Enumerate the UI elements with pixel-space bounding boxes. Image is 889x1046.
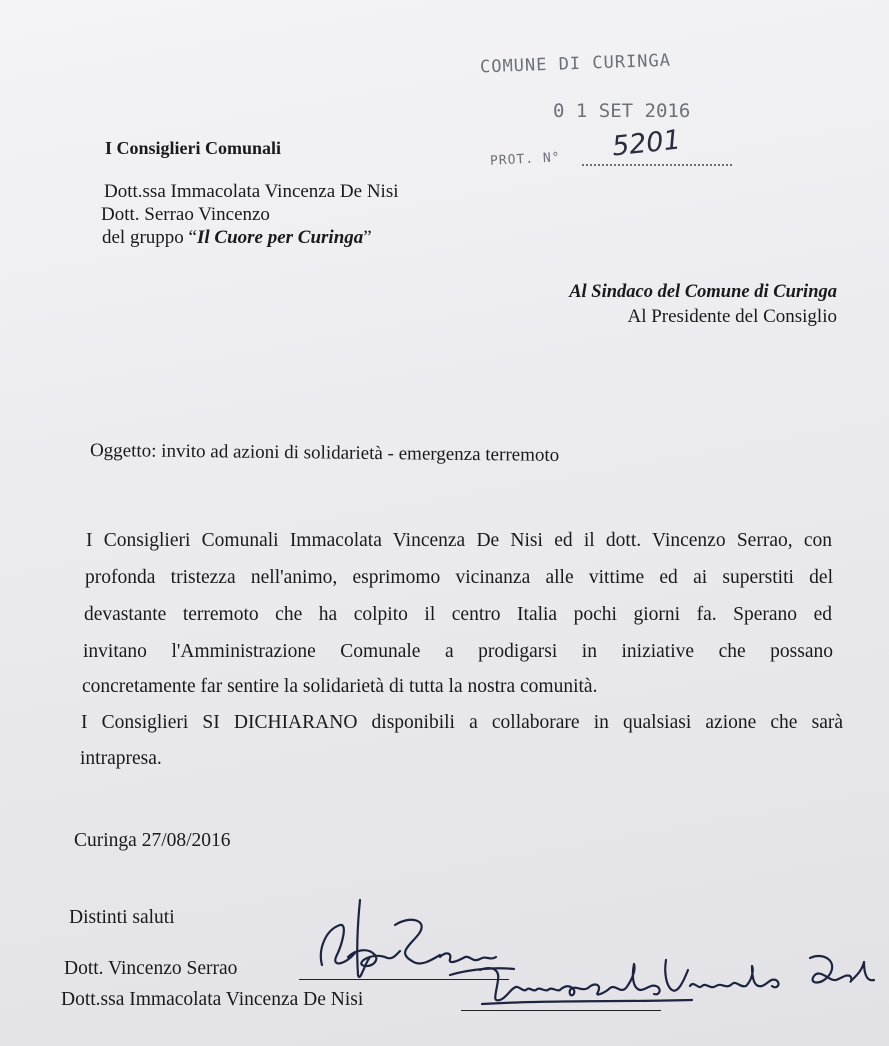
body-line: I Consiglieri SI DICHIARANO disponibili a collaborare in qualsiasi azione che sarà [81, 712, 843, 733]
body-line: profonda tristezza nell'animo, esprimomo vicinanza alle vittime ed ai superstiti del [85, 567, 833, 588]
recipient-line1: Al Sindaco del Comune di Curinga [569, 282, 837, 302]
sender-group-prefix: del gruppo “ [102, 227, 197, 248]
sender-group [102, 227, 372, 249]
stamp-prot-dots [582, 164, 732, 166]
place-date: Curinga 27/08/2016 [74, 830, 231, 851]
sender-name: Dott. Serrao Vincenzo [101, 204, 270, 225]
body-line: concretamente far sentire la solidarietà di tutta la nostra comunità. [82, 676, 598, 697]
body-line: intrapresa. [80, 748, 162, 769]
stamp-date: 0 1 SET 2016 [553, 100, 691, 122]
recipient-line2: Al Presidente del Consiglio [627, 306, 837, 327]
body-line: devastante terremoto che ha colpito il centro Italia pochi giorni fa. Sperano ed [84, 604, 832, 625]
body-line: I Consiglieri Comunali Immacolata Vincenza De Nisi ed il dott. Vincenzo Serrao, con [86, 530, 832, 551]
signature-label: Dott. Vincenzo Serrao [64, 958, 238, 979]
signature-label: Dott.ssa Immacolata Vincenza De Nisi [61, 989, 364, 1010]
subject: Oggetto: invito ad azioni di solidarietà - emergenza terremoto [89, 440, 560, 466]
sender-heading: I Consiglieri Comunali [105, 138, 282, 158]
stamp-prot-label: PROT. N° [489, 150, 561, 169]
closing: Distinti saluti [69, 907, 175, 928]
sender-group-name: Il Cuore per Curinga [196, 227, 364, 248]
signature-de-nisi [470, 940, 885, 1015]
sender-name: Dott.ssa Immacolata Vincenza De Nisi [104, 181, 399, 202]
stamp-prot-number: 5201 [610, 124, 683, 163]
sender-group-suffix: ” [363, 227, 372, 248]
stamp-office: COMUNE DI CURINGA [479, 50, 672, 78]
body-line: invitano l'Amministrazione Comunale a prodigarsi in iniziative che possano [83, 641, 833, 662]
